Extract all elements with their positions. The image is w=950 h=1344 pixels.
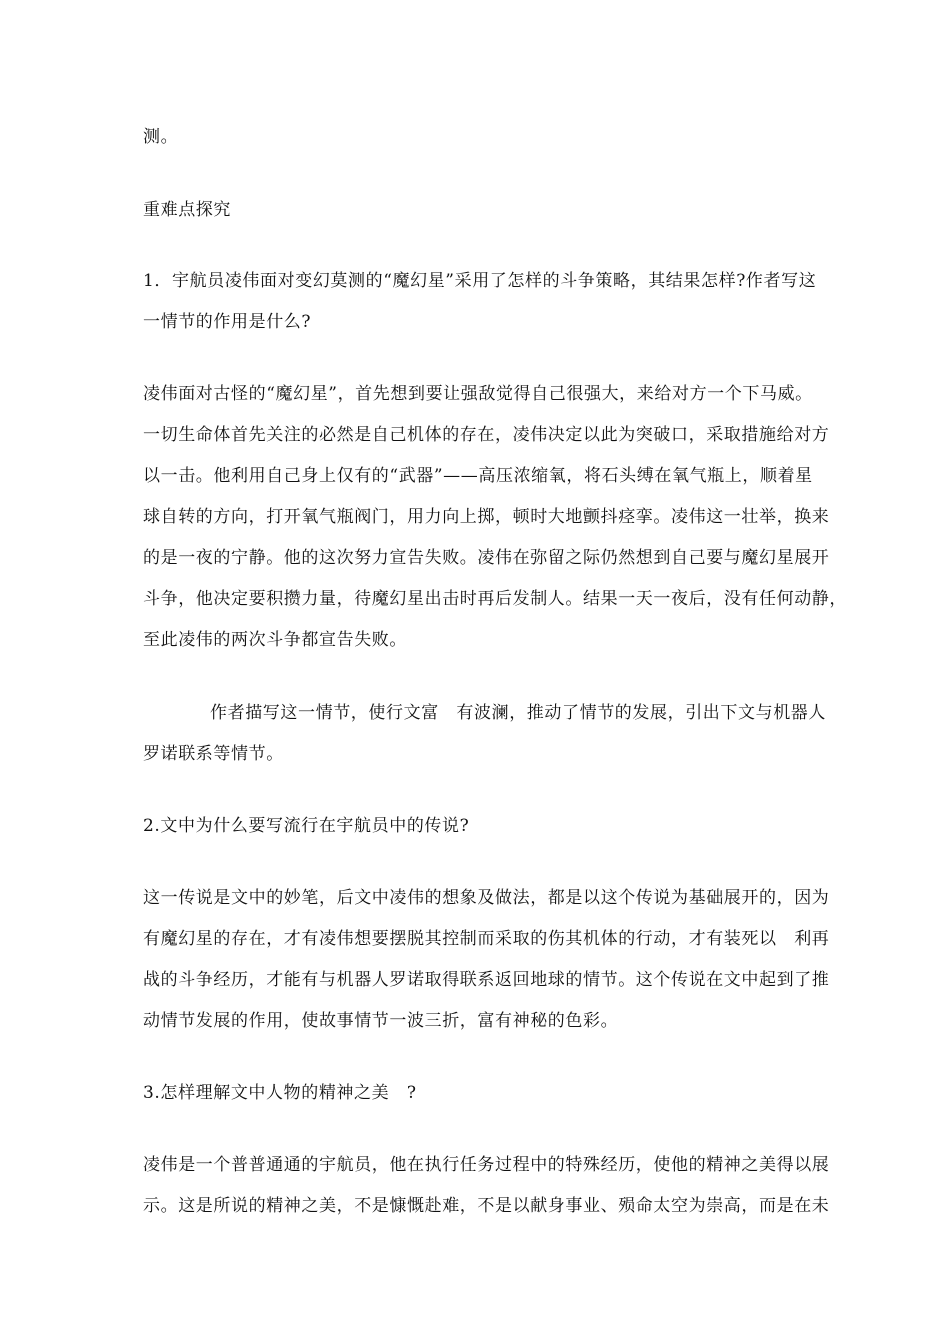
continuation-text: 测。 (143, 127, 179, 147)
q1-answer-line: 至此凌伟的两次斗争都宣告失败。 (143, 630, 407, 650)
q3-answer-line: 示。这是所说的精神之美，不是慷慨赴难，不是以献身事业、殒命太空为崇高，而是在未 (143, 1196, 830, 1216)
q1-question-line: 一情节的作用是什么? (143, 312, 312, 332)
q1-answer-line: 球自转的方向，打开氧气瓶阀门，用力向上掷，顿时大地颤抖痉挛。凌伟这一壮举，换来 (143, 507, 830, 527)
q2-answer-line: 动情节发展的作用，使故事情节一波三折，富有神秘的色彩。 (143, 1011, 619, 1031)
q1-effect-line: 罗诺联系等情节。 (143, 744, 284, 764)
q1-answer-line: 一切生命体首先关注的必然是自己机体的存在，凌伟决定以此为突破口，采取措施给对方 (143, 425, 830, 445)
section-heading: 重难点探究 (143, 200, 231, 220)
q1-answer-line: 凌伟面对古怪的“魔幻星”，首先想到要让强敌觉得自己很强大，来给对方一个下马威。 (143, 384, 813, 404)
q2-answer-line: 战的斗争经历，才能有与机器人罗诺取得联系返回地球的情节。这个传说在文中起到了推 (143, 970, 830, 990)
q3-question: 3.怎样理解文中人物的精神之美 ? (143, 1083, 417, 1103)
q2-answer-line: 这一传说是文中的妙笔，后文中凌伟的想象及做法，都是以这个传说为基础展开的，因为 (143, 888, 830, 908)
q1-answer-line: 的是一夜的宁静。他的这次努力宣告失败。凌伟在弥留之际仍然想到自己要与魔幻星展开 (143, 548, 830, 568)
q1-effect-line: 作者描写这一情节，使行文富 有波澜，推动了情节的发展，引出下文与机器人 (210, 703, 826, 723)
q1-answer-line: 以一击。他利用自己身上仅有的“武器”——高压浓缩氧，将石头缚在氧气瓶上，顺着星 (143, 466, 813, 486)
q3-answer-line: 凌伟是一个普普通通的宇航员，他在执行任务过程中的特殊经历，使他的精神之美得以展 (143, 1155, 830, 1175)
q1-answer-line: 斗争，他决定要积攒力量，待魔幻星出击时再后发制人。结果一天一夜后，没有任何动静， (143, 589, 847, 609)
q2-question: 2.文中为什么要写流行在宇航员中的传说? (143, 816, 470, 836)
q2-answer-line: 有魔幻星的存在，才有凌伟想要摆脱其控制而采取的伤其机体的行动，才有装死以 利再 (143, 929, 830, 949)
q1-question-line: 1．宇航员凌伟面对变幻莫测的“魔幻星”采用了怎样的斗争策略，其结果怎样?作者写这 (143, 271, 817, 291)
